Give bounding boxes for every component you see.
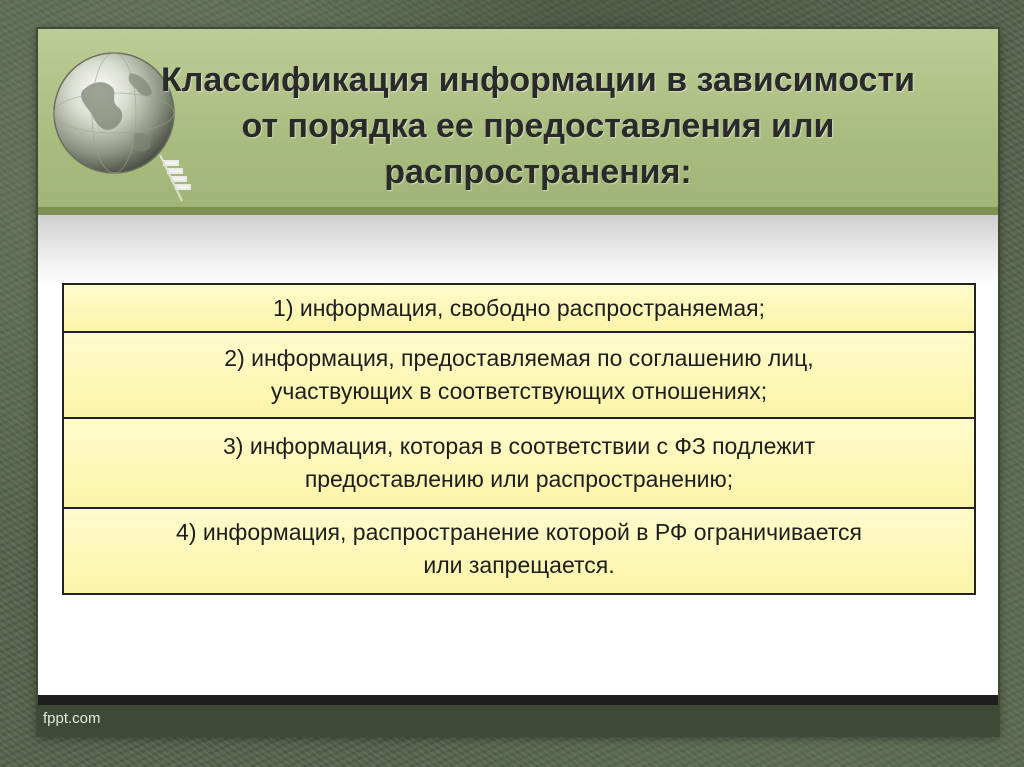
list-item bbox=[64, 285, 974, 333]
footer-divider bbox=[38, 695, 998, 705]
list-item-line: 1) информация, свободно распространяемая; bbox=[273, 294, 765, 321]
list-item bbox=[64, 333, 974, 419]
list-item-text bbox=[223, 430, 815, 496]
list-item-text bbox=[224, 342, 813, 408]
list-item-line: предоставлению или распространению; bbox=[304, 466, 734, 492]
list-item-line: или запрещается. bbox=[423, 552, 615, 578]
list-item-text bbox=[273, 292, 765, 325]
classification-list bbox=[62, 283, 976, 595]
slide-title bbox=[108, 57, 968, 195]
footer-source-text: fppt.com bbox=[43, 710, 101, 727]
list-item-line: 4) информация, распространение которой в РФ ограничивается bbox=[176, 519, 862, 545]
slide-footer bbox=[38, 705, 998, 735]
title-line-2: от порядка ее предоставления или bbox=[241, 107, 835, 145]
title-line-1: Классификация информации в зависимости bbox=[160, 61, 916, 99]
presentation-slide bbox=[38, 29, 998, 735]
list-item bbox=[64, 419, 974, 509]
title-line-3: распространения: bbox=[384, 153, 692, 191]
list-item-text bbox=[176, 516, 862, 582]
list-item-line: участвующих в соответствующих отношениях; bbox=[270, 378, 768, 404]
header-shadow bbox=[38, 215, 998, 285]
list-item-line: 3) информация, которая в соответствии с ФЗ подлежит bbox=[223, 433, 815, 459]
list-item-line: 2) информация, предоставляемая по соглашению лиц, bbox=[224, 345, 814, 371]
list-item bbox=[64, 509, 974, 593]
